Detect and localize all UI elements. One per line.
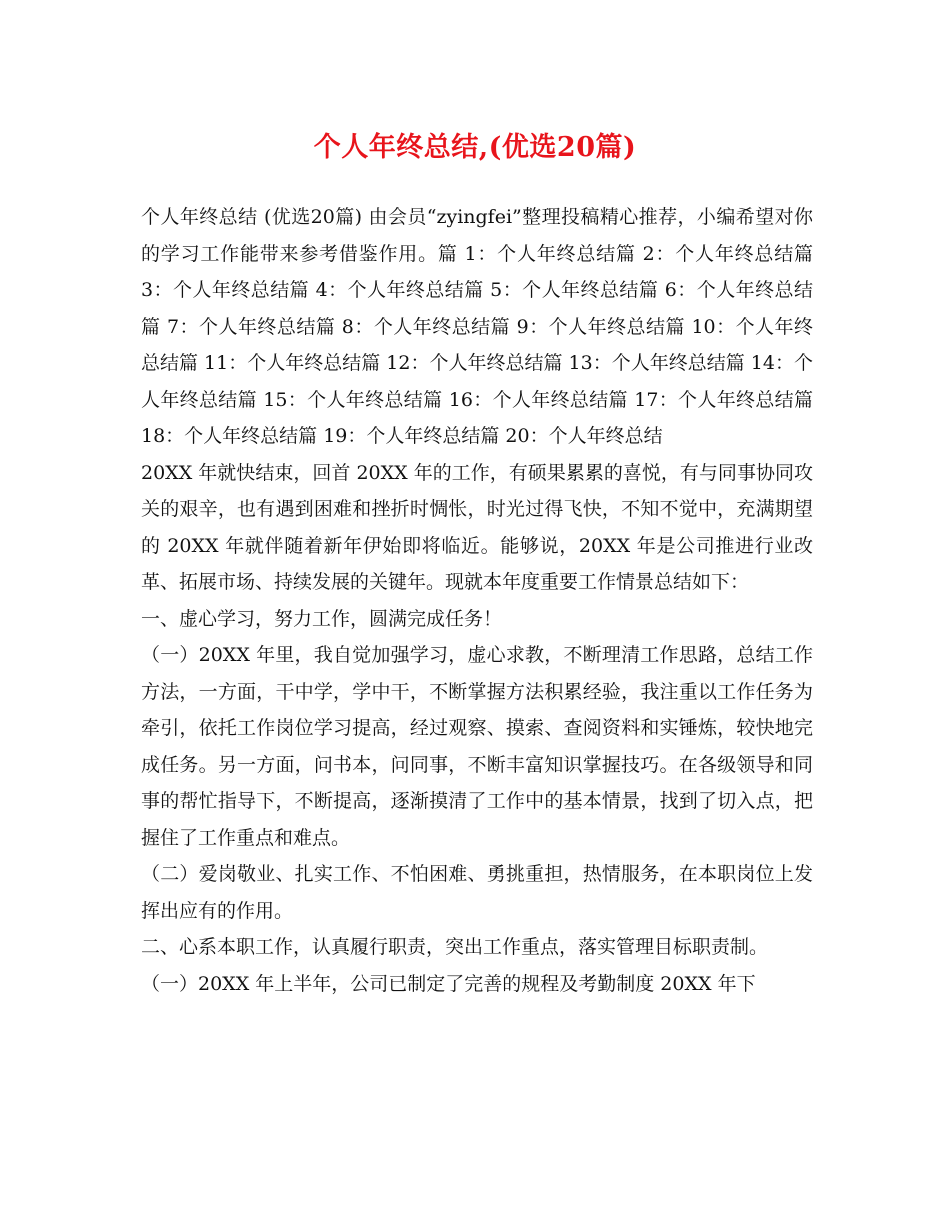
section-1-item-1: （一）20XX 年里，我自觉加强学习，虚心求教，不断理清工作思路，总结工作方法，一方面，干中学，学中干，不断掌握方法积累经验，我注重以工作任务为牵引，依托工作岗位学习提高，经过观察、摸索、查阅资料和实锤炼，较快地完成任务。另一方面，问书本，问同事，不断丰富知识掌握技巧。在各级领导和同事的帮忙指导下，不断提高，逐渐摸清了工作中的基本情景，找到了切入点，把握住了工作重点和难点。	[141, 644, 813, 849]
section-2-item-1: （一）20XX 年上半年，公司已制定了完善的规程及考勤制度 20XX 年下	[141, 972, 756, 995]
intro-paragraph: 个人年终总结 (优选20篇) 由会员“zyingfei”整理投稿精心推荐，小编希望对你的学习工作能带来参考借鉴作用。篇 1：个人年终总结篇 2：个人年终总结篇 3：个人年终总结篇 4：个人年终总结篇 5：个人年终总结篇 6：个人年终总结篇 7：个人年终总结篇 8：个人年终总结篇 9：个人年终总结篇 10：个人年终总结篇 11：个人年终总结篇 12：个人年终总结篇 13：个人年终总结篇 14：个人年终总结篇 15：个人年终总结篇 16：个人年终总结篇 17：个人年终总结篇 18：个人年终总结篇 19：个人年终总结篇 20：个人年终总结	[141, 206, 813, 447]
overview-paragraph: 20XX 年就快结束，回首 20XX 年的工作，有硕果累累的喜悦，有与同事协同攻关的艰辛，也有遇到困难和挫折时惆怅，时光过得飞快，不知不觉中，充满期望的 20XX 年就伴随着新年伊始即将临近。能够说，20XX 年是公司推进行业改革、拓展市场、持续发展的关键年。现就本年度重要工作情景总结如下：	[141, 461, 813, 593]
section-heading-2: 二、心系本职工作，认真履行职责，突出工作重点，落实管理目标职责制。	[141, 936, 769, 958]
document-body	[141, 199, 813, 1002]
document-title: 个人年终总结,(优选20篇)	[313, 132, 637, 163]
section-heading-1: 一、虚心学习，努力工作，圆满完成任务！	[141, 607, 503, 630]
section-1-item-2: （二）爱岗敬业、扎实工作、不怕困难、勇挑重担，热情服务，在本职岗位上发挥出应有的作用。	[141, 863, 813, 922]
